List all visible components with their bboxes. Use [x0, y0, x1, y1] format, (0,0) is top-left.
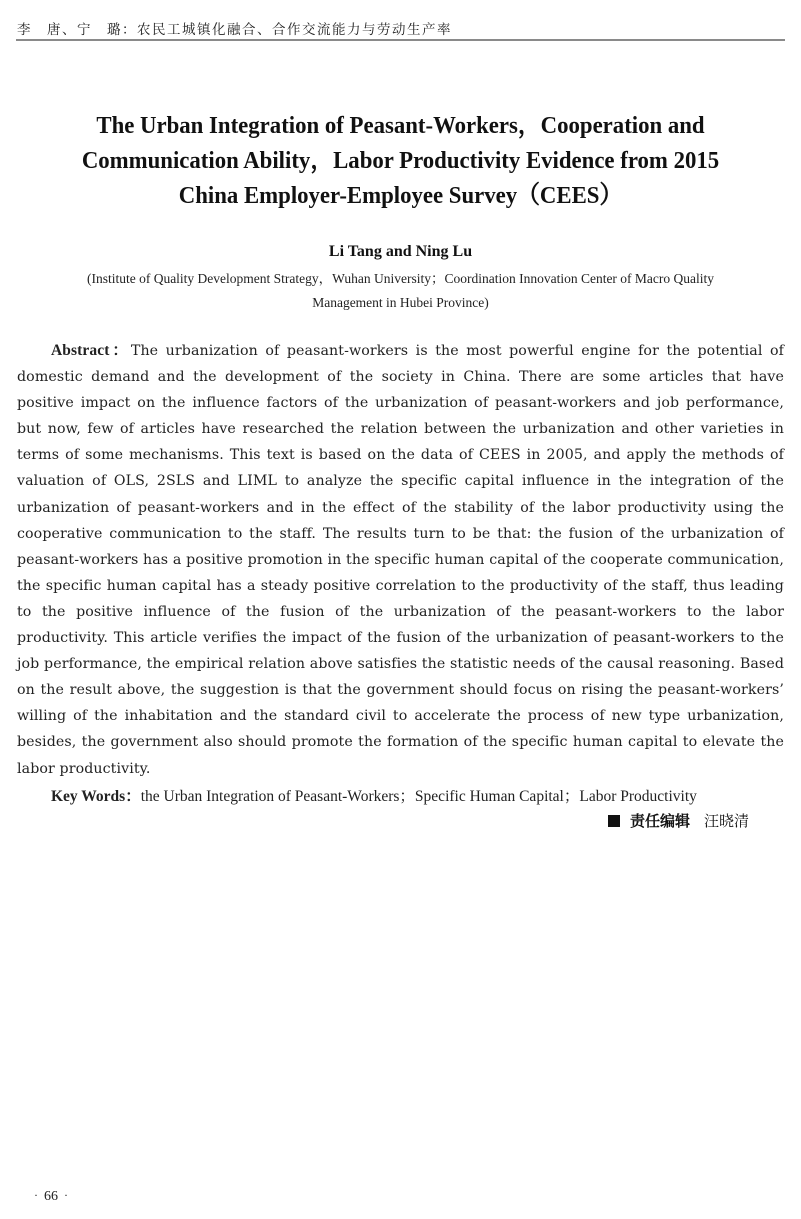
header-rule	[16, 39, 785, 41]
article-title: The Urban Integration of Peasant-Workers，Cooperation and Communication Ability，Labor Productivity Evidence from 2015 China Employer-Employee Survey（CEES）	[81, 112, 720, 209]
page-number	[28, 1188, 74, 1205]
abstract	[17, 338, 784, 782]
article-authors: Li Tang and Ning Lu	[328, 243, 473, 260]
running-head-colon: ：	[122, 22, 137, 38]
page-number-value: 66	[44, 1189, 58, 1204]
keywords-text: the Urban Integration of Peasant-Workers；Specific Human Capital；Labor Productivity	[140, 788, 697, 805]
responsible-editor	[608, 810, 749, 831]
black-square-icon	[608, 815, 620, 827]
author-affiliation: (Institute of Quality Development Strategy，Wuhan University；Coordination Innovation Center of Macro Quality Management in Hubei Province)	[86, 271, 715, 310]
running-head-title: 农民工城镇化融合、合作交流能力与劳动生产率	[137, 22, 452, 38]
abstract-label: Abstract：	[51, 342, 131, 359]
running-head-author-1: 李 唐	[17, 22, 62, 38]
folio-dot-right: ·	[64, 1188, 68, 1202]
abstract-text: The urbanization of peasant-workers is the most powerful engine for the potential of domestic demand and the development of the society in China. There are some articles that have positive impact on the influence factors of the urbanization of peasant-workers and job performance, but now, few of articles have researched the relation between the urbanization and other varieties in terms of some mechanisms. This text is based on the data of CEES in 2005, and apply the methods of valuation of OLS, 2SLS and LIML to analyze the specific capital influence in the integration of the urbanization of peasant-workers and in the effect of the stability of the labor productivity using the cooperative communication to the staff. The results turn to be that: the fusion of the urbanization of peasant-workers has a positive promotion in the specific human capital of the cooperate communication, the specific human capital has a steady positive correlation to the productivity of the staff, thus leading to the positive influence of the fusion of the urbanization of the peasant-workers to the labor productivity. This article verifies the impact of the fusion of the urbanization of peasant-workers to the job performance, the empirical relation above satisfies the statistic needs of the causal reasoning. Based on the result above, the suggestion is that the government should focus on rising the peasant-workers’ willing of the inhabitation and the standard civil to accelerate the process of new type urbanization, besides, the government also should promote the formation of the specific human capital to elevate the labor productivity.	[17, 343, 784, 777]
running-head-separator: 、	[62, 22, 77, 38]
running-head-author-2: 宁 璐	[77, 22, 122, 38]
keywords	[51, 784, 785, 806]
editor-name: 汪晓清	[703, 812, 749, 830]
editor-role: 责任编辑	[629, 812, 690, 830]
folio-dot-left: ·	[34, 1188, 38, 1202]
keywords-label: Key Words：	[51, 788, 141, 805]
running-head	[17, 18, 785, 38]
